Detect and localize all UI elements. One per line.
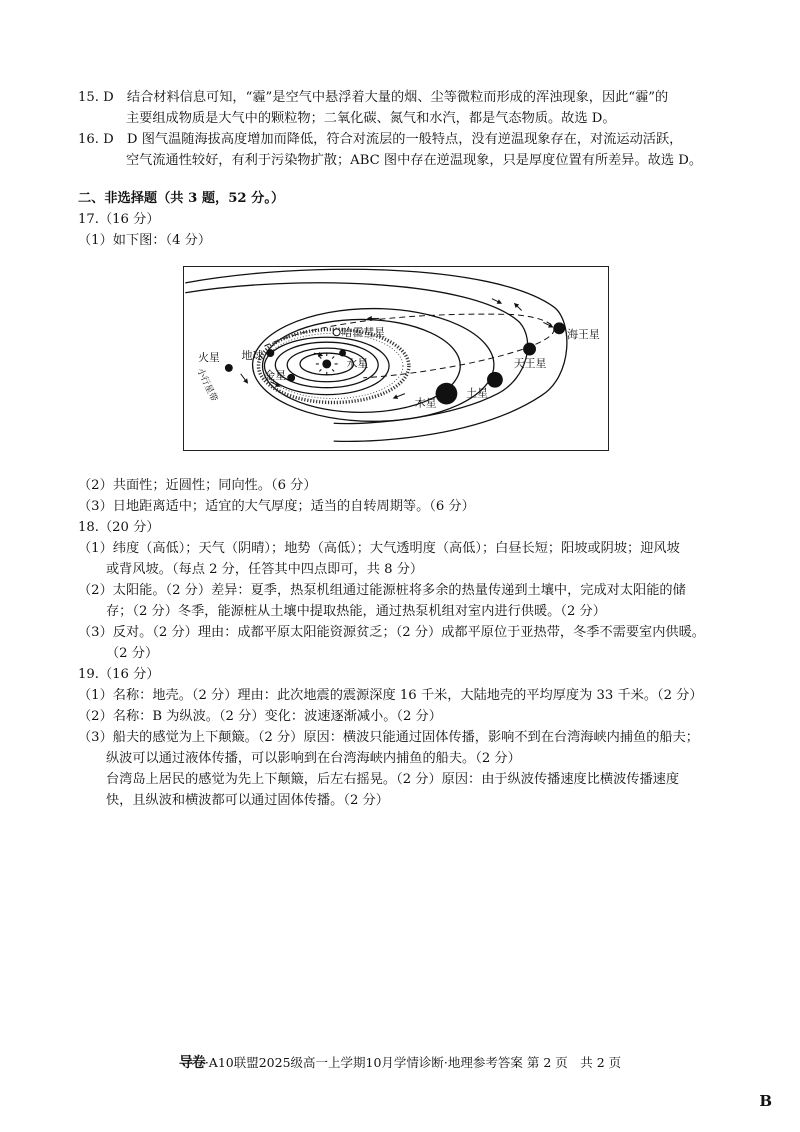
q19-part3-line1: （3）船夫的感觉为上下颠簸。（2 分）原因：横波只能通过固体传播，影响不到在台湾海峡内捕鱼的船夫； xyxy=(78,730,699,745)
label-asteroid-belt: 小行星带 xyxy=(194,366,219,404)
mars-dot xyxy=(225,364,233,372)
q17-part2: （2）共面性；近圆性；同向性。（6 分） xyxy=(78,478,317,493)
q18-part3-line2: （2 分） xyxy=(106,646,159,661)
q16-line1: 16. D D 图气温随海拔高度增加而降低，符合对流层的一般特点，没有逆温现象存在，对流运动活跃， xyxy=(78,132,683,147)
q18-part2-line2: 存；（2 分）冬季，能源桩从土壤中提取热能，通过热泵机组对室内进行供暖。（2 分） xyxy=(106,604,606,619)
q18-part2-line1: （2）太阳能。（2 分）差异：夏季，热泵机组通过能源桩将多余的热量传递到土壤中，完成对太阳能的储 xyxy=(78,583,686,598)
q18-part1-line2: 或背风坡。（每点 2 分，任答其中四点即可，共 8 分） xyxy=(106,562,424,577)
q17-part3: （3）日地距离适中；适宜的大气厚度；适当的自转周期等。（6 分） xyxy=(78,499,475,514)
asteroid-belt xyxy=(259,329,409,402)
q19-part3-line4: 快，且纵波和横波都可以通过固体传播。（2 分） xyxy=(106,793,389,808)
footer-text: ·A10联盟2025级高一上学期10月学情诊断·地理参考答案 第 2 页 共 2 页 xyxy=(204,1055,622,1070)
label-earth: 地球 xyxy=(241,348,264,362)
q17-heading: 17.（16 分） xyxy=(78,212,160,227)
footer-logo: 导卷 xyxy=(178,1055,205,1071)
earth-dot xyxy=(266,349,274,357)
q18-heading: 18.（20 分） xyxy=(78,520,160,535)
q19-heading: 19.（16 分） xyxy=(78,667,160,682)
uranus-dot xyxy=(523,343,536,356)
sun-icon xyxy=(316,353,338,375)
label-mercury: 水星 xyxy=(346,356,369,370)
q18-part1-line1: （1）纬度（高低）；天气（阴晴）；地势（高低）；大气透明度（高低）；白昼长短；阳坡或阴坡；迎风坡 xyxy=(78,541,680,556)
label-jupiter: 木星 xyxy=(414,396,437,410)
label-mars: 火星 xyxy=(198,350,220,364)
q19-part1: （1）名称：地壳。（2 分）理由：此次地震的震源深度 16 千米，大陆地壳的平均厚度为 33 千米。（2 分） xyxy=(78,688,703,703)
label-venus: 金星 xyxy=(264,368,287,382)
q17-part1: （1）如下图：（4 分） xyxy=(78,233,212,248)
label-uranus: 天王星 xyxy=(513,356,547,370)
label-saturn: 土星 xyxy=(466,386,488,400)
q16-line2: 空气流通性较好，有利于污染物扩散；ABC 图中存在逆温现象，只是厚度位置有所差异。故选 D。 xyxy=(126,153,703,168)
q15-line2: 主要组成物质是大气中的颗粒物；二氧化碳、氮气和水汽，都是气态物质。故选 D。 xyxy=(126,111,616,126)
neptune-dot xyxy=(553,322,565,334)
solar-system-diagram xyxy=(183,266,609,451)
q18-part3-line1: （3）反对。（2 分）理由：成都平原太阳能资源贫乏；（2 分）成都平原位于亚热带，冬季不需要室内供暖。 xyxy=(78,625,705,640)
mercury-dot xyxy=(339,350,346,357)
page-letter: B xyxy=(759,1092,772,1110)
venus-dot xyxy=(287,374,295,382)
section-heading: 二、非选择题（共 3 题，52 分。） xyxy=(78,191,285,206)
q19-part2: （2）名称：B 为纵波。（2 分）变化：波速逐渐减小。（2 分） xyxy=(78,709,442,724)
q15-line1: 15. D 结合材料信息可知，“霾”是空气中悬浮着大量的烟、尘等微粒而形成的浑浊现象，因此“霾”的 xyxy=(78,90,669,105)
jupiter-dot xyxy=(436,383,458,405)
comet-orbit xyxy=(264,314,553,378)
q19-part3-line2: 纵波可以通过液体传播，可以影响到在台湾海峡内捕鱼的船夫。（2 分） xyxy=(106,751,521,766)
label-comet: 哈雷彗星 xyxy=(341,326,386,340)
page-footer xyxy=(0,1052,800,1072)
label-neptune: 海王星 xyxy=(567,328,600,342)
saturn-dot xyxy=(487,372,503,388)
comet-dot xyxy=(333,329,340,336)
q19-part3-line3: 台湾岛上居民的感觉为先上下颠簸，后左右摇晃。（2 分）原因：由于纵波传播速度比横波传播速度 xyxy=(106,772,680,787)
solar-system-svg xyxy=(184,267,608,450)
